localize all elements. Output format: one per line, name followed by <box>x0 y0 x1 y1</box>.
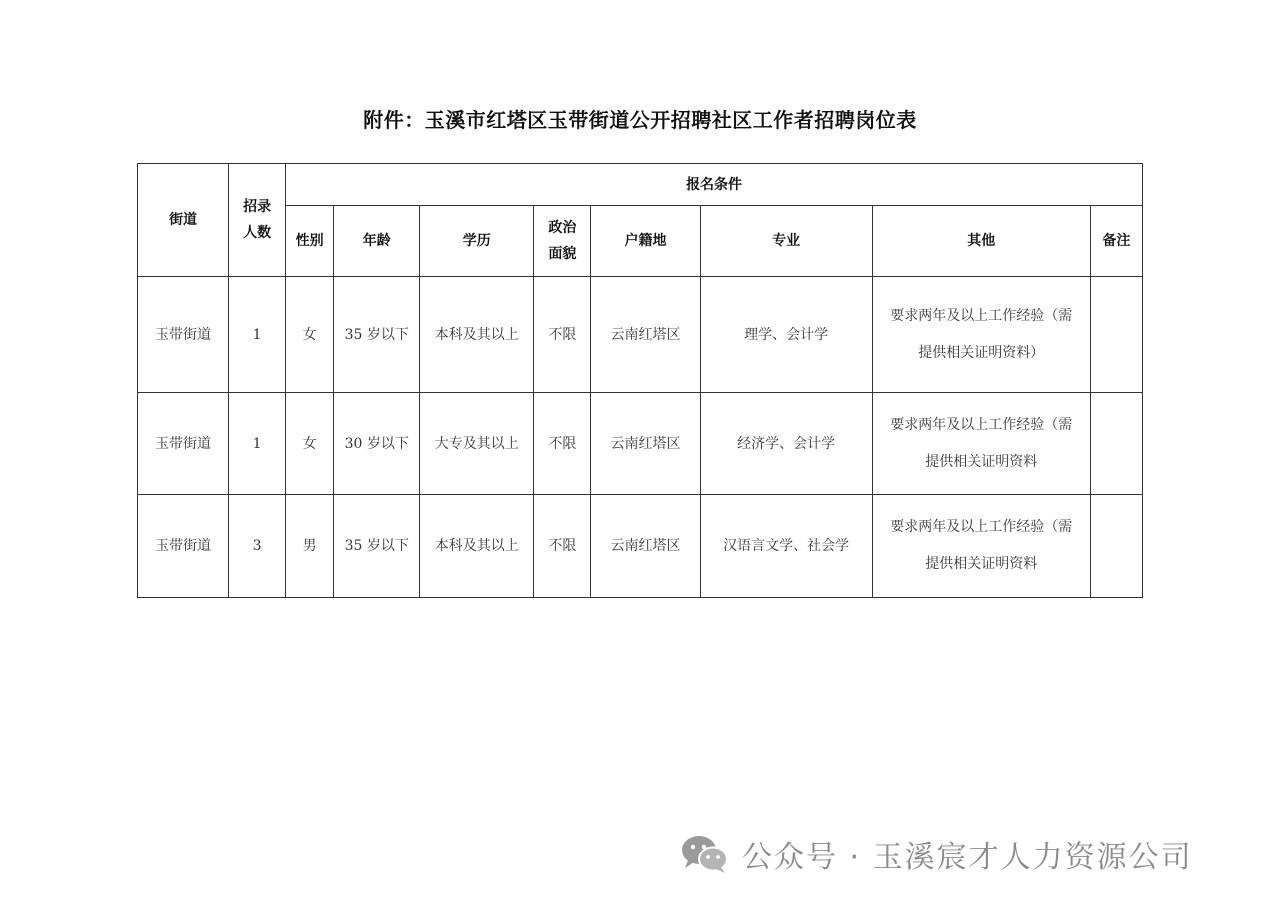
header-major: 专业 <box>700 206 872 277</box>
cell-quota: 3 <box>229 495 286 598</box>
header-gender: 性别 <box>286 206 334 277</box>
cell-political: 不限 <box>534 277 591 393</box>
header-quota-line1: 招录 <box>243 199 272 215</box>
cell-gender: 女 <box>286 277 334 393</box>
cell-age: 30 岁以下 <box>334 393 420 495</box>
cell-other-line2: 提供相关证明资料） <box>918 344 1045 361</box>
header-other: 其他 <box>872 206 1090 277</box>
cell-hukou: 云南红塔区 <box>591 393 700 495</box>
cell-political: 不限 <box>534 495 591 598</box>
cell-other <box>872 495 1090 598</box>
cell-gender: 女 <box>286 393 334 495</box>
header-education: 学历 <box>420 206 534 277</box>
header-conditions: 报名条件 <box>286 164 1143 206</box>
cell-hukou: 云南红塔区 <box>591 277 700 393</box>
cell-major: 理学、会计学 <box>700 277 872 393</box>
cell-remarks <box>1090 277 1142 393</box>
header-row-top <box>138 164 1143 206</box>
cell-age: 35 岁以下 <box>334 277 420 393</box>
header-age: 年龄 <box>334 206 420 277</box>
cell-other-line1: 要求两年及以上工作经验（需 <box>890 416 1073 433</box>
header-remarks: 备注 <box>1090 206 1142 277</box>
header-row-bottom <box>138 206 1143 277</box>
table-row <box>138 393 1143 495</box>
cell-remarks <box>1090 393 1142 495</box>
header-political-line1: 政治 <box>548 220 577 236</box>
wechat-icon <box>680 834 730 874</box>
cell-remarks <box>1090 495 1142 598</box>
table-row <box>138 277 1143 393</box>
cell-other-line2: 提供相关证明资料 <box>925 453 1038 470</box>
cell-education: 本科及其以上 <box>420 277 534 393</box>
cell-quota: 1 <box>229 277 286 393</box>
header-street: 街道 <box>138 164 229 277</box>
cell-education: 本科及其以上 <box>420 495 534 598</box>
wechat-watermark <box>680 832 1193 876</box>
cell-education: 大专及其以上 <box>420 393 534 495</box>
cell-age: 35 岁以下 <box>334 495 420 598</box>
cell-other <box>872 393 1090 495</box>
cell-major: 经济学、会计学 <box>700 393 872 495</box>
cell-other-line2: 提供相关证明资料 <box>925 556 1038 572</box>
cell-street: 玉带街道 <box>138 393 229 495</box>
cell-quota: 1 <box>229 393 286 495</box>
table-row <box>138 495 1143 598</box>
header-quota <box>229 164 286 277</box>
job-positions-table <box>137 163 1143 598</box>
cell-other-line1: 要求两年及以上工作经验（需 <box>890 519 1073 535</box>
header-hukou: 户籍地 <box>591 206 700 277</box>
cell-street: 玉带街道 <box>138 495 229 598</box>
header-quota-line2: 人数 <box>243 225 272 241</box>
cell-other-line1: 要求两年及以上工作经验（需 <box>890 307 1073 324</box>
cell-gender: 男 <box>286 495 334 598</box>
cell-street: 玉带街道 <box>138 277 229 393</box>
cell-major: 汉语言文学、社会学 <box>700 495 872 598</box>
cell-political: 不限 <box>534 393 591 495</box>
header-political-line2: 面貌 <box>548 246 577 262</box>
cell-other <box>872 277 1090 393</box>
document-title: 附件：玉溪市红塔区玉带街道公开招聘社区工作者招聘岗位表 <box>363 108 917 132</box>
watermark-text: 公众号 · 玉溪宸才人力资源公司 <box>742 840 1193 875</box>
header-political <box>534 206 591 277</box>
cell-hukou: 云南红塔区 <box>591 495 700 598</box>
